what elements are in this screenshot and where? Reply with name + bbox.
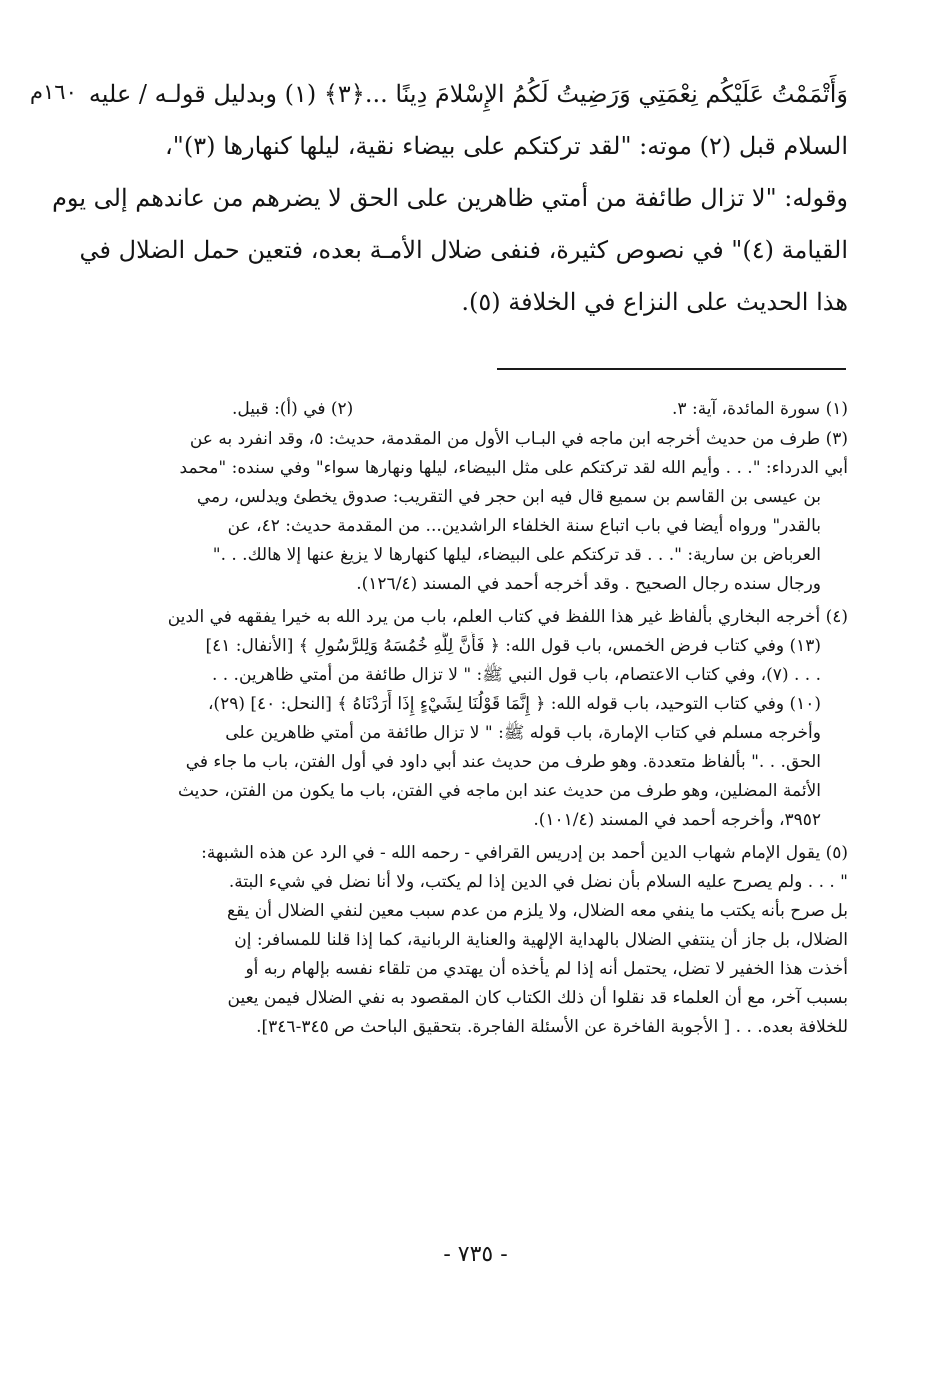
- main-line: هذا الحديث على النزاع في الخلافة (٥).: [461, 288, 848, 316]
- footnote-line: ٣٩٥٢، وأخرجه أحمد في المسند (١٠١/٤).: [533, 810, 821, 830]
- footnote-line: ورجال سنده رجال الصحيح . وقد أخرجه أحمد في المسند (١٢٦/٤).: [356, 574, 821, 594]
- main-line: وَأَتْمَمْتُ عَلَيْكُم نِعْمَتِي وَرَضِيتُ لَكُمُ الإِسْلامَ دِينًا ...﴿٣﴾ (١) وبدليل قولـه / عليه: [88, 80, 848, 108]
- footnote-line: أخذت هذا الخفير لا تضل، يحتمل أنه إذا لم يأخذه أن يهتدي من تلقاء نفسه بإلهام ربه أو: [245, 959, 848, 979]
- page-number: - ٧٣٥ -: [443, 1242, 508, 1267]
- margin-page-reference: ١٦٠م: [30, 80, 77, 104]
- footnote-3: [96, 425, 848, 599]
- footnote-line: (١٣) وفي كتاب فرض الخمس، باب قول الله: ﴿ فَأَنَّ لِلَّهِ خُمُسَهُ وَلِلرَّسُولِ ﴾ [الأنفال: ٤١]: [205, 636, 821, 656]
- footnotes: [96, 396, 848, 1042]
- footnote-line: وأخرجه مسلم في كتاب الإمارة، باب قوله ﷺ: " لا تزال طائفة من أمتي ظاهرين على: [225, 723, 821, 743]
- footnote-line: بالقدر" ورواه أيضا في باب اتباع سنة الخلفاء الراشدين... من المقدمة حديث: ٤٢، عن: [227, 516, 821, 536]
- footnote-1: (١) سورة المائدة، آية: ٣.: [672, 399, 848, 419]
- footnote-separator: [497, 368, 846, 370]
- main-line: وقوله: "لا تزال طائفة من أمتي ظاهرين على الحق لا يضرهم من عاندهم إلى يوم: [52, 184, 848, 212]
- footnote-4: [96, 603, 848, 835]
- main-line: القيامة (٤)" في نصوص كثيرة، فنفى ضلال الأمـة بعده، فتعين حمل الضلال في: [79, 236, 848, 264]
- footnote-line: (٤) أخرجه البخاري بألفاظ غير هذا اللفظ في كتاب العلم، باب من يرد الله به خيرا يفقهه في الدين: [167, 607, 848, 627]
- footnote-line: بسبب آخر، مع أن العلماء قد نقلوا أن ذلك الكتاب كان المقصود به نفي الضلال فيمن يعين: [227, 988, 848, 1008]
- footnote-line: " . . . ولم يصرح عليه السلام بأن نضل في الدين إذا لم يكتب، ولا أنا نضل في شيء البتة.: [228, 872, 848, 892]
- footnote-line: للخلافة بعده. . . [ الأجوبة الفاخرة عن الأسئلة الفاجرة. بتحقيق الباحث ص ٣٤٥-٣٤٦].: [256, 1017, 848, 1037]
- footnote-line: (١٠) وفي كتاب التوحيد، باب قوله الله: ﴿ إِنَّمَا قَوْلُنَا لِشَيْءٍ إِذَا أَرَدْنَاهُ ﴾ [النحل: ٤٠] (٢٩)،: [207, 694, 821, 714]
- footnote-line: أبي الدرداء: ". . . وأيم الله لقد تركتكم على مثل البيضاء، ليلها ونهارها سواء" وفي سنده: "محمد: [179, 458, 848, 478]
- footnote-line: العرباض بن سارية: ". . . قد تركتكم على البيضاء، ليلها كنهارها لا يزيغ عنها إلا هالك. . .": [212, 545, 821, 565]
- footnote-line: بل صرح بأنه يكتب ما ينفي معه الضلال، ولا يلزم من عدم سبب معين لنفي الضلال أن يقع: [227, 901, 848, 921]
- footnote-line: (٣) طرف من حديث أخرجه ابن ماجه في البـاب الأول من المقدمة، حديث: ٥، وقد انفرد به عن: [189, 429, 848, 449]
- footnote-2: (٢) في (أ): قبيل.: [232, 399, 354, 419]
- footnote-5: [96, 839, 848, 1042]
- footnote-line: الضلال، بل جاز أن ينتفي الضلال بالهداية الإلهية والعناية الربانية، كما إذا قلنا للمسافر: إن: [234, 930, 848, 950]
- main-line: السلام قبل (٢) موته: "لقد تركتكم على بيضاء نقية، ليلها كنهارها (٣)"،: [165, 132, 848, 160]
- footnote-line: بن عيسى بن القاسم بن سميع قال فيه ابن حجر في التقريب: صدوق يخطئ ويدلس، رمي: [196, 487, 821, 507]
- footnote-row-1-2: [96, 396, 848, 423]
- footnote-line: الأئمة المضلين، وهو طرف من حديث عند ابن ماجه في الفتن، باب ما يكون من الفتن، حديث: [177, 781, 821, 801]
- footnote-line: الحق. . ." بألفاظ متعددة. وهو طرف من حديث عند أبي داود في أول الفتن، باب ما جاء في: [185, 752, 821, 772]
- footnote-line: (٥) يقول الإمام شهاب الدين أحمد بن إدريس القرافي - رحمه الله - في الرد عن هذه الشبهة:: [201, 843, 848, 863]
- footnote-line: . . . (٧)، وفي كتاب الاعتصام، باب قول النبي ﷺ: " لا تزال طائفة من أمتي ظاهرين. . .: [211, 665, 821, 685]
